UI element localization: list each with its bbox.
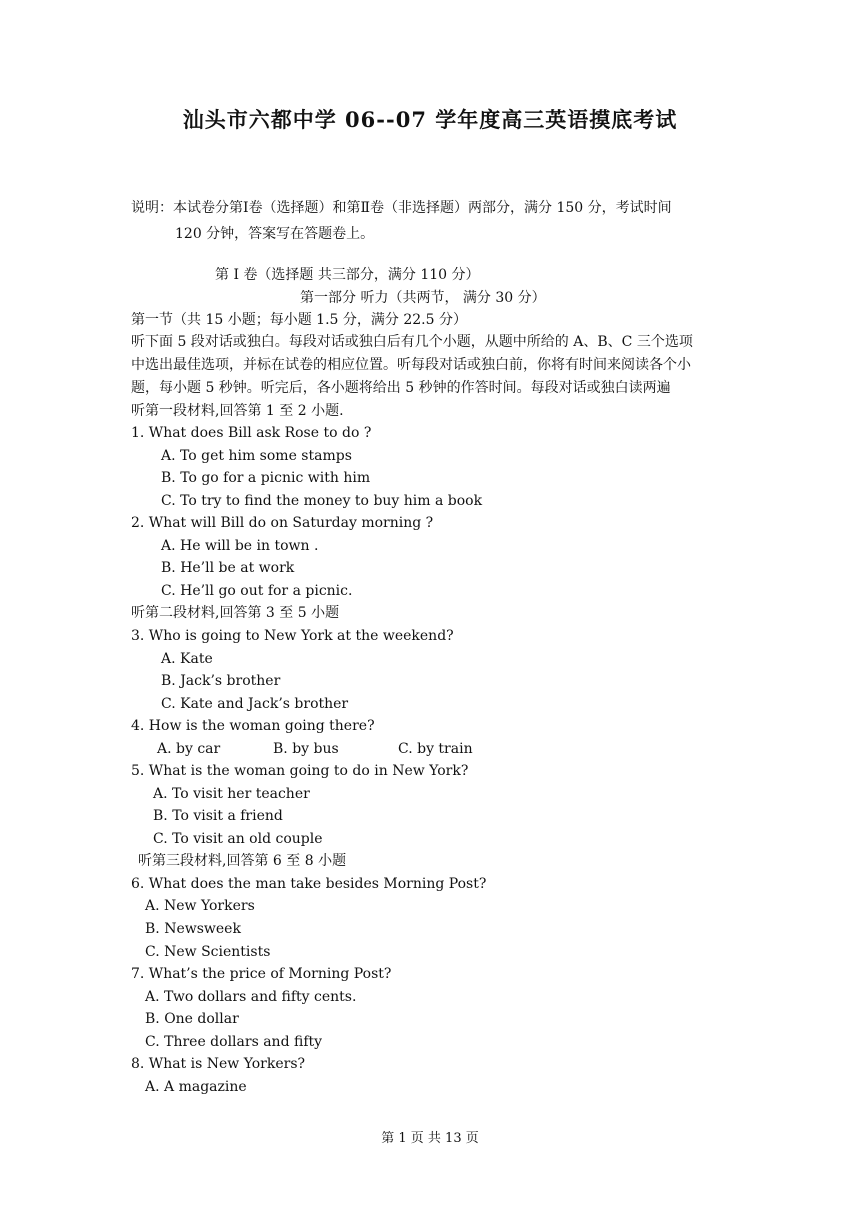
q1-option-a: A. To get him some stamps (161, 448, 352, 464)
section-heading: 第一部分 听力（共两节， 满分 30 分） (300, 290, 546, 306)
directions-line: 中选出最佳选项，并标在试卷的相应位置。听每段对话或独白前，你将有时间来阅读各个小 (131, 357, 691, 373)
group-heading-3: 听第三段材料,回答第 6 至 8 小题 (138, 853, 347, 869)
question-8: 8. What is New Yorkers? (131, 1056, 306, 1072)
instructions-line-2: 120 分钟，答案写在答题卷上。 (175, 226, 375, 242)
q6-option-c: C. New Scientists (145, 944, 271, 960)
q5-option-c: C. To visit an old couple (153, 831, 323, 847)
q2-option-c: C. He’ll go out for a picnic. (161, 583, 353, 599)
q7-option-b: B. One dollar (145, 1011, 239, 1027)
part-heading: 第 Ⅰ 卷（选择题 共三部分，满分 110 分） (215, 267, 480, 283)
question-7: 7. What’s the price of Morning Post? (131, 966, 392, 982)
q4-option-a: A. by car (157, 741, 221, 757)
q6-option-b: B. Newsweek (145, 921, 241, 937)
q5-option-a: A. To visit her teacher (153, 786, 310, 802)
question-2: 2. What will Bill do on Saturday morning ? (131, 515, 434, 531)
q1-option-b: B. To go for a picnic with him (161, 470, 371, 486)
q4-option-b: B. by bus (273, 741, 339, 757)
subsection-heading: 第一节（共 15 小题；每小题 1.5 分，满分 22.5 分） (131, 312, 467, 328)
q3-option-a: A. Kate (161, 651, 213, 667)
exam-title: 汕头市六都中学 06--07 学年度高三英语摸底考试 (182, 107, 678, 132)
group-heading-1: 听第一段材料,回答第 1 至 2 小题. (131, 403, 344, 419)
q7-option-a: A. Two dollars and fifty cents. (145, 989, 357, 1005)
q2-option-b: B. He’ll be at work (161, 560, 295, 576)
question-3: 3. Who is going to New York at the weekend? (131, 628, 454, 644)
q5-option-b: B. To visit a friend (153, 808, 283, 824)
question-1: 1. What does Bill ask Rose to do ? (131, 425, 372, 441)
q2-option-a: A. He will be in town . (161, 538, 319, 554)
q4-option-c: C. by train (398, 741, 473, 757)
q3-option-c: C. Kate and Jack’s brother (161, 696, 349, 712)
question-5: 5. What is the woman going to do in New York? (131, 763, 469, 779)
q1-option-c: C. To try to find the money to buy him a book (161, 493, 483, 509)
question-4: 4. How is the woman going there? (131, 718, 375, 734)
q3-option-b: B. Jack’s brother (161, 673, 281, 689)
q8-option-a: A. A magazine (145, 1079, 247, 1095)
q7-option-c: C. Three dollars and fifty (145, 1034, 323, 1050)
instructions-line-1: 说明：本试卷分第Ⅰ卷（选择题）和第Ⅱ卷（非选择题）两部分，满分 150 分，考试时间 (131, 200, 672, 216)
q6-option-a: A. New Yorkers (145, 898, 255, 914)
directions-line: 题，每小题 5 秒钟。听完后，各小题将给出 5 秒钟的作答时间。每段对话或独白读两遍 (131, 380, 671, 396)
directions-line: 听下面 5 段对话或独白。每段对话或独白后有几个小题，从题中所给的 A、B、C 三个选项 (131, 334, 693, 350)
question-6: 6. What does the man take besides Morning Post? (131, 876, 487, 892)
group-heading-2: 听第二段材料,回答第 3 至 5 小题 (131, 605, 340, 621)
page-footer: 第 1 页 共 13 页 (381, 1131, 479, 1146)
